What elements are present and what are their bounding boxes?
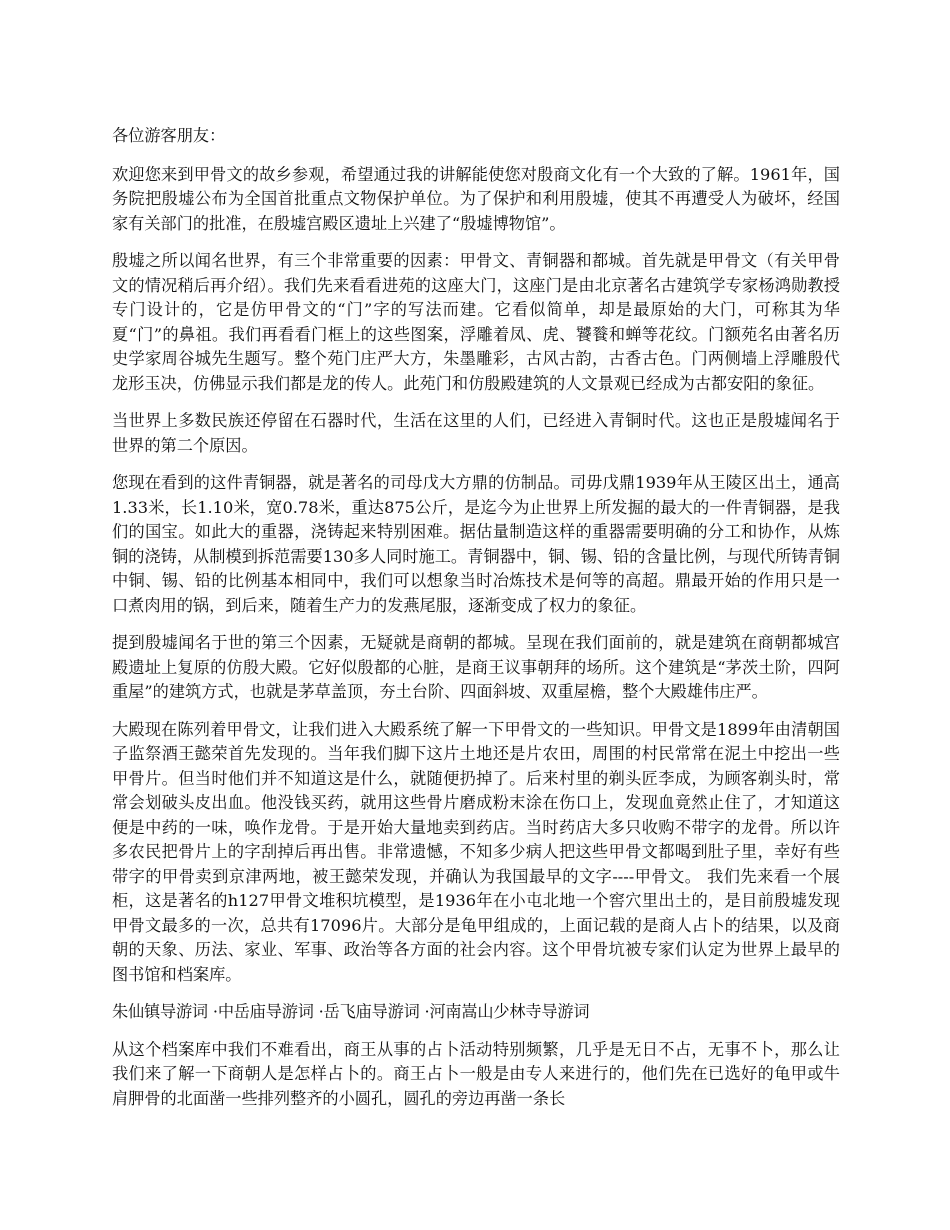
paragraph-intro: 欢迎您来到甲骨文的故乡参观，希望通过我的讲解能使您对殷商文化有一个大致的了解。1961年，国务院把殷墟公布为全国首批重点文物保护单位。为了保护和利用殷墟，使其不再遭受人为破坏，经国家有关部门的批准，在殷墟宫殿区遗址上兴建了“殷墟博物馆”。 bbox=[112, 164, 840, 233]
document-body bbox=[112, 124, 840, 1124]
paragraph-simuwu-ding: 您现在看到的这件青铜器，就是著名的司母戊大方鼎的仿制品。司毋戊鼎1939年从王陵区出土，通高1.33米，长1.10米，宽0.78米，重达875公斤，是迄今为止世界上所发掘的最大的一件青铜器，是我们的国宝。如此大的重器，浇铸起来特别困难。据估量制造这样的重器需要明确的分工和协作，从炼铜的浇铸，从制模到拆范需要130多人同时施工。青铜器中，铜、锡、铅的含量比例，与现代所铸青铜中铜、锡、铅的比例基本相同中，我们可以想象当时冶炼技术是何等的高超。鼎最开始的作用只是一口煮肉用的锅，到后来，随着生产力的发燕尾服，逐渐变成了权力的象征。 bbox=[112, 473, 840, 615]
related-links[interactable]: 朱仙镇导游词 ·中岳庙导游词 ·岳飞庙导游词 ·河南嵩山少林寺导游词 bbox=[112, 1002, 590, 1021]
paragraph-oracle-bones: 大殿现在陈列着甲骨文，让我们进入大殿系统了解一下甲骨文的一些知识。甲骨文是1899年由清朝国子监祭酒王懿荣首先发现的。当年我们脚下这片土地还是片农田，周围的村民常常在泥土中挖出一些甲骨片。但当时他们并不知道这是什么，就随便扔掉了。后来村里的剃头匠李成，为顾客剃头时，常常会划破头皮出血。他没钱买药，就用这些骨片磨成粉末涂在伤口上，发现血竟然止住了，才知道这便是中药的一味，唤作龙骨。于是开始大量地卖到药店。当时药店大多只收购不带字的龙骨。所以许多农民把骨片上的字刮掉后再出售。非常遗憾，不知多少病人把这些甲骨文都喝到肚子里，幸好有些带字的甲骨卖到京津两地，被王懿荣发现，并确认为我国最早的文字----甲骨文。 我们先来看一个展柜，这是著名的h127甲骨文堆积坑模型，是1936年在小屯北地一个窖穴里出土的，是目前殷墟发现甲骨文最多的一次，总共有17096片。大部分是龟甲组成的，上面记载的是商人占卜的结果，以及商朝的天象、历法、家业、军事、政治等各方面的社会内容。这个甲骨坑被专家们认定为世界上最早的图书馆和档案库。 bbox=[112, 719, 840, 984]
paragraph-divination: 从这个档案库中我们不难看出，商王从事的占卜活动特别频繁，几乎是无日不占，无事不卜，那么让我们来了解一下商朝人是怎样占卜的。商王占卜一般是由专人来进行的，他们先在已选好的龟甲或牛肩胛骨的北面凿一些排列整齐的小圆孔，圆孔的旁边再凿一条长 bbox=[112, 1039, 840, 1108]
paragraph-three-factors: 殷墟之所以闻名世界，有三个非常重要的因素：甲骨文、青铜器和都城。首先就是甲骨文（有关甲骨文的情况稍后再介绍）。我们先来看看进苑的这座大门，这座门是由北京著名古建筑学专家杨鸿勋教授专门设计的，它是仿甲骨文的“门”字的写法而建。它看似简单，却是最原始的大门，可称其为华夏“门”的鼻祖。我们再看看门框上的这些图案，浮雕着凤、虎、饕餮和蝉等花纹。门额苑名由著名历史学家周谷城先生题写。整个苑门庄严大方，朱墨雕彩，古风古韵，古香古色。门两侧墙上浮雕殷代龙形玉决，仿佛显示我们都是龙的传人。此苑门和仿殷殿建筑的人文景观已经成为古都安阳的象征。 bbox=[112, 251, 840, 393]
greeting: 各位游客朋友： bbox=[112, 126, 226, 145]
paragraph-bronze-age: 当世界上多数民族还停留在石器时代，生活在这里的人们，已经进入青铜时代。这也正是殷墟闻名于世界的第二个原因。 bbox=[112, 411, 840, 455]
paragraph-capital-city: 提到殷墟闻名于世的第三个因素，无疑就是商朝的都城。呈现在我们面前的，就是建筑在商朝都城宫殿遗址上复原的仿殷大殿。它好似殷都的心脏，是商王议事朝拜的场所。这个建筑是“茅茨土阶，四阿重屋”的建筑方式，也就是茅草盖顶，夯土台阶、四面斜坡、双重屋檐，整个大殿雄伟庄严。 bbox=[112, 633, 840, 701]
